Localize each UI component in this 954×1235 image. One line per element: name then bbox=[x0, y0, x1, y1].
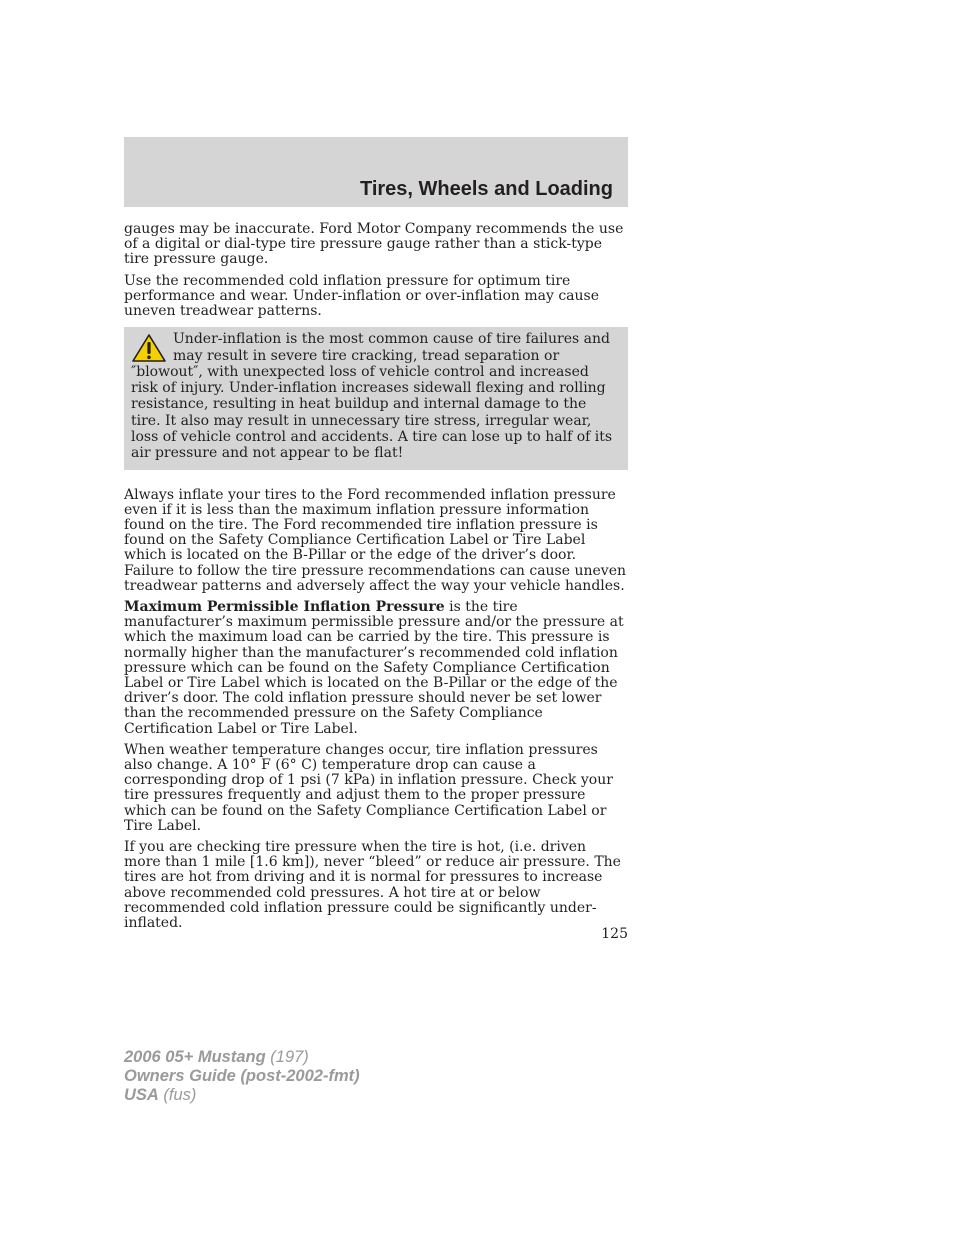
paragraph-gauges: gauges may be inaccurate. Ford Motor Company recommends the use of a digital or dial-type tire pressure gauge rather than a stick-type tire pressure gauge. bbox=[124, 221, 624, 268]
footer-line-region: USA (fus) bbox=[124, 1086, 197, 1104]
footer-line-guide: Owners Guide (post-2002-fmt) bbox=[124, 1067, 360, 1085]
footer-doc-info bbox=[124, 1048, 360, 1105]
page-number: 125 bbox=[601, 926, 628, 942]
section-header-band bbox=[124, 137, 628, 207]
paragraph-max-pressure-text: is the tire manufacturer’s maximum permissible pressure and/or the pressure at which the maximum load can be carried by the tire. This pressure is normally higher than the manufacturer’s recommended cold inflation pressure which can be found on the Safety Compliance Certification Label or Tire Label which is located on the B-Pillar or the edge of the driver’s door. The cold inflation pressure should never be set lower than the recommended pressure on the Safety Compliance Certification Label or Tire Label. bbox=[124, 599, 624, 737]
page-content bbox=[124, 222, 626, 937]
warning-text: Under-inflation is the most common cause of tire failures and may result in severe tire cracking, tread separation or ″blowout″, with unexpected loss of vehicle control and increased risk of injury. Under-inflation increases sidewall flexing and rolling resistance, resulting in heat buildup and internal damage to the tire. It also may result in unnecessary tire stress, irregular wear, loss of vehicle control and accidents. A tire can lose up to half of its air pressure and not appear to be flat! bbox=[131, 331, 613, 462]
term-max-pressure: Maximum Permissible Inflation Pressure bbox=[124, 599, 445, 616]
footer-line-model: 2006 05+ Mustang (197) bbox=[124, 1048, 309, 1066]
paragraph-hot-tire: If you are checking tire pressure when the tire is hot, (i.e. driven more than 1 mile [1.6 km]), never “bleed” or reduce air pressure. The tires are hot from driving and it is normal for pressures to increase above recommended cold pressures. A hot tire at or below recommended cold inflation pressure could be significantly under-inflated. bbox=[124, 839, 621, 932]
warning-box bbox=[124, 327, 628, 469]
paragraph-temperature: When weather temperature changes occur, tire inflation pressures also change. A 10° F (6° C) temperature drop can cause a corresponding drop of 1 psi (7 kPa) in inflation pressure. Check your tire pressures frequently and adjust them to the proper pressure which can be found on the Safety Compliance Certification Label or Tire Label. bbox=[124, 741, 613, 834]
warning-triangle-icon bbox=[131, 333, 167, 363]
paragraph-max-pressure bbox=[124, 600, 626, 737]
section-title: Tires, Wheels and Loading bbox=[359, 178, 613, 200]
paragraph-cold-inflation: Use the recommended cold inflation pressure for optimum tire performance and wear. Under-inflation or over-inflation may cause uneven treadwear patterns. bbox=[124, 272, 600, 320]
paragraph-always-inflate: Always inflate your tires to the Ford recommended inflation pressure even if it is less than the maximum inflation pressure information found on the tire. The Ford recommended tire inflation pressure is found on the Safety Compliance Certification Label or Tire Label which is located on the B-Pillar or the edge of the driver’s door. Failure to follow the tire pressure recommendations can cause uneven treadwear patterns and adversely affect the way your vehicle handles. bbox=[124, 486, 627, 594]
